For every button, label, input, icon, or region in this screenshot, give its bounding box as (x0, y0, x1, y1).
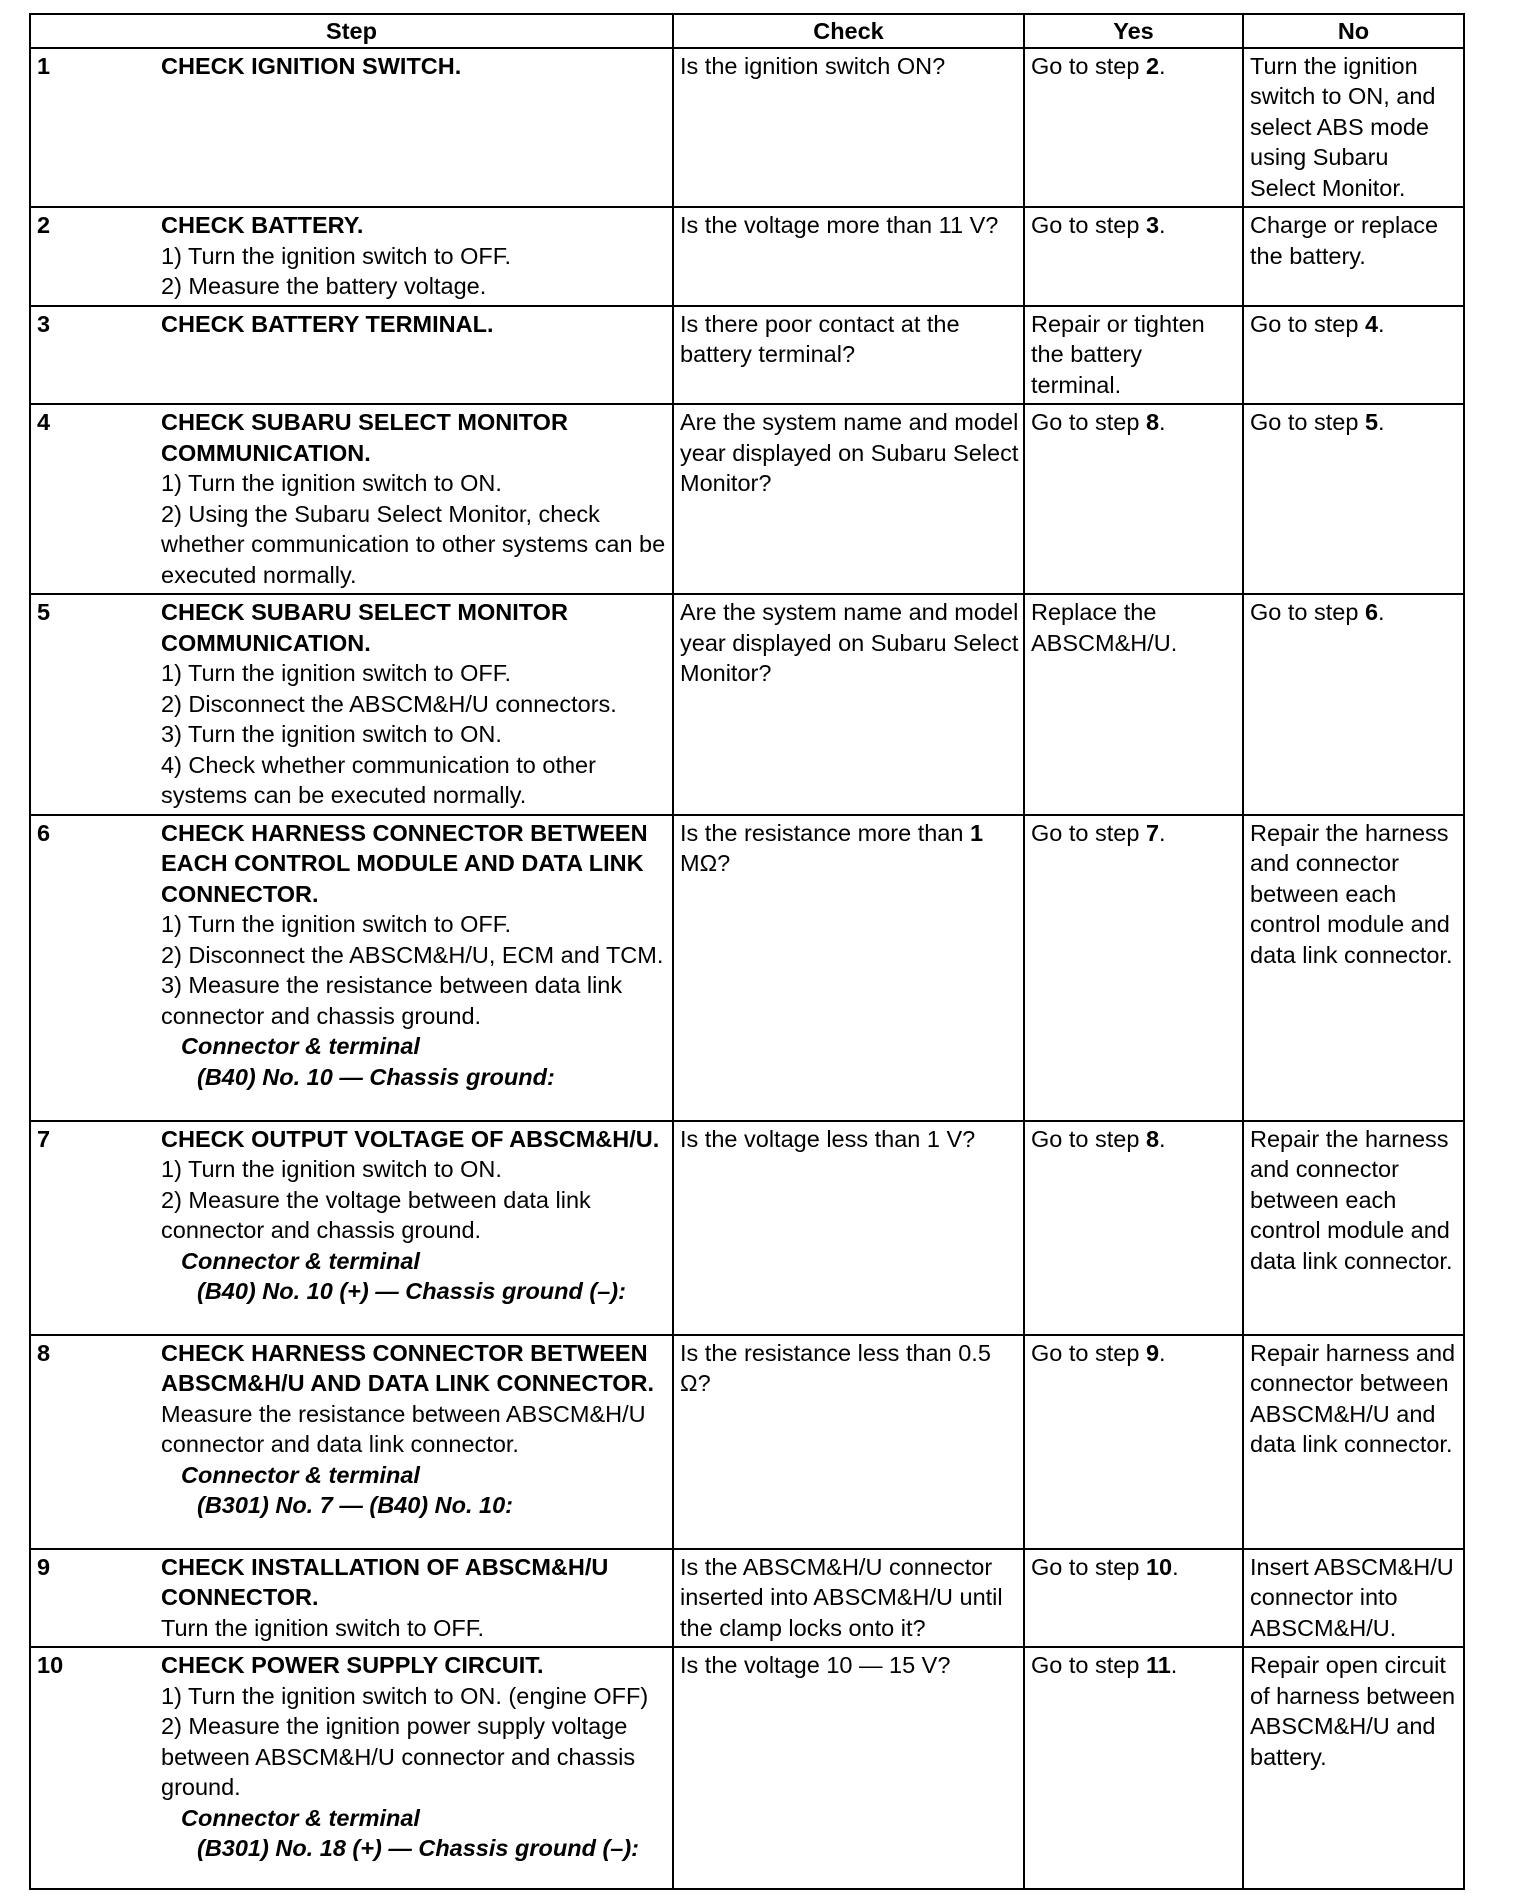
check-text: MΩ? (680, 850, 731, 876)
check-text: 1 (969, 819, 984, 846)
no-action-text: Turn the ignition switch to ON, and select ABS mode using Subaru Select Monitor. (1250, 52, 1436, 201)
connector-label: Connector & terminal (181, 1033, 420, 1059)
step-instruction: 2) Using the Subaru Select Monitor, check whether communication to other systems can be executed normally. (161, 500, 666, 588)
table-row (30, 1549, 1464, 1648)
no-action-text: 4 (1364, 310, 1379, 337)
table-row (30, 594, 1464, 815)
step-number: 9 (37, 1553, 51, 1580)
step-cell (30, 404, 673, 594)
step-cell (30, 1121, 673, 1335)
yes-action-text: . (1159, 1125, 1166, 1152)
connector-terminal: (B40) No. 10 (+) — Chassis ground (–): (197, 1278, 626, 1304)
yes-cell (1024, 207, 1243, 306)
check-cell (673, 815, 1024, 1121)
table-row (30, 815, 1464, 1121)
step-title: CHECK IGNITION SWITCH. (161, 52, 462, 79)
check-cell (673, 1121, 1024, 1335)
table-row (30, 48, 1464, 208)
step-instruction: 2) Measure the voltage between data link connector and chassis ground. (161, 1186, 591, 1243)
connector-label: Connector & terminal (181, 1247, 420, 1274)
no-action-text: Charge or replace the battery. (1250, 212, 1439, 269)
yes-cell (1024, 1121, 1243, 1335)
table-row (30, 207, 1464, 306)
no-cell (1243, 404, 1464, 594)
check-text: Is the voltage 10 — 15 V? (680, 1652, 951, 1678)
yes-cell (1024, 594, 1243, 815)
step-number: 8 (37, 1339, 51, 1366)
step-number: 7 (37, 1125, 51, 1152)
yes-action-text: 8 (1145, 409, 1160, 435)
connector-label: Connector & terminal (181, 1461, 420, 1488)
no-cell (1243, 815, 1464, 1121)
step-instruction: 2) Measure the ignition power supply voltage between ABSCM&H/U connector and chassis ground. (161, 1713, 636, 1800)
step-instruction: 3) Turn the ignition switch to ON. (161, 721, 502, 747)
step-cell (30, 1647, 673, 1889)
yes-action-text: 7 (1145, 819, 1160, 846)
table-row (30, 306, 1464, 405)
yes-cell (1024, 404, 1243, 594)
step-instruction: 3) Measure the resistance between data link connector and chassis ground. (161, 972, 623, 1029)
yes-action-text: . (1170, 1652, 1178, 1678)
no-cell (1243, 1549, 1464, 1648)
step-instruction: 4) Check whether communication to other systems can be executed normally. (161, 751, 596, 808)
step-cell (30, 207, 673, 306)
header-row (30, 14, 1464, 48)
diagnostic-table (29, 13, 1465, 1890)
yes-action-text: Go to step (1031, 52, 1146, 79)
yes-cell (1024, 1335, 1243, 1549)
step-cell (30, 48, 673, 208)
no-action-text: Repair open circuit of harness between ABSCM&H/U and battery. (1250, 1652, 1456, 1770)
yes-action-text: Go to step (1031, 819, 1146, 846)
yes-action-text: . (1159, 212, 1166, 238)
check-text: Are the system name and model year displayed on Subaru Select Monitor? (680, 409, 1019, 496)
yes-cell (1024, 306, 1243, 405)
yes-action-text: Repair or tighten the battery terminal. (1031, 310, 1205, 398)
no-action-text: Repair the harness and connector between each control module and data link connector. (1250, 819, 1453, 968)
step-cell (30, 1335, 673, 1549)
check-cell (673, 1335, 1024, 1549)
step-instruction: 1) Turn the ignition switch to OFF. (161, 660, 512, 686)
connector-terminal: (B40) No. 10 — Chassis ground: (197, 1063, 555, 1090)
step-cell (30, 815, 673, 1121)
connector-terminal: (B301) No. 18 (+) — Chassis ground (–): (197, 1835, 640, 1861)
step-title: CHECK POWER SUPPLY CIRCUIT. (161, 1652, 544, 1678)
step-number: 3 (37, 310, 51, 337)
step-instruction: 1) Turn the ignition switch to OFF. (161, 242, 512, 269)
yes-action-text: . (1159, 52, 1166, 79)
yes-action-text: Replace the ABSCM&H/U. (1031, 599, 1178, 656)
no-cell (1243, 1121, 1464, 1335)
no-action-text: Repair harness and connector between ABSCM&H/U and data link connector. (1250, 1339, 1456, 1457)
step-number: 4 (37, 409, 51, 435)
step-instruction: 2) Disconnect the ABSCM&H/U, ECM and TCM. (161, 941, 664, 968)
no-cell (1243, 594, 1464, 815)
no-cell (1243, 48, 1464, 208)
step-instruction: 1) Turn the ignition switch to ON. (161, 1156, 502, 1182)
no-action-text: 5 (1364, 409, 1379, 435)
yes-action-text: Go to step (1031, 1652, 1146, 1678)
step-instruction: 1) Turn the ignition switch to ON. (161, 470, 502, 496)
check-text: Are the system name and model year displayed on Subaru Select Monitor? (680, 599, 1019, 686)
check-text: Is the resistance less than 0.5 Ω? (680, 1339, 991, 1396)
check-cell (673, 1647, 1024, 1889)
no-action-text: . (1378, 310, 1385, 337)
no-action-text: Go to step (1250, 409, 1365, 435)
yes-action-text: 9 (1145, 1339, 1160, 1366)
step-number: 1 (37, 52, 51, 79)
step-number: 10 (37, 1652, 64, 1678)
step-title: CHECK INSTALLATION OF ABSCM&H/U CONNECTOR. (161, 1553, 609, 1610)
step-instruction: 1) Turn the ignition switch to ON. (engine OFF) (161, 1682, 649, 1709)
step-instruction: 2) Measure the battery voltage. (161, 273, 487, 299)
check-text: Is the ABSCM&H/U connector inserted into ABSCM&H/U until the clamp locks onto it? (680, 1553, 1003, 1641)
check-text: Is the voltage less than 1 V? (680, 1125, 976, 1152)
step-cell (30, 1549, 673, 1648)
yes-action-text: . (1159, 1339, 1166, 1366)
step-instruction: Turn the ignition switch to OFF. (161, 1614, 485, 1641)
yes-action-text: 3 (1145, 212, 1160, 238)
yes-action-text: Go to step (1031, 1125, 1146, 1152)
step-title: CHECK SUBARU SELECT MONITOR COMMUNICATION. (161, 599, 568, 656)
step-title: CHECK BATTERY. (161, 212, 364, 238)
step-instruction: 1) Turn the ignition switch to OFF. (161, 911, 512, 937)
check-text: Is the resistance more than (680, 819, 970, 846)
yes-action-text: Go to step (1031, 409, 1146, 435)
step-instruction: Measure the resistance between ABSCM&H/U connector and data link connector. (161, 1400, 646, 1457)
header-check: Check (673, 14, 1024, 48)
header-yes: Yes (1024, 14, 1243, 48)
check-text: Is the voltage more than 11 V? (680, 212, 999, 238)
step-number: 6 (37, 819, 51, 846)
step-title: CHECK HARNESS CONNECTOR BETWEEN ABSCM&H/U AND DATA LINK CONNECTOR. (161, 1339, 655, 1396)
step-title: CHECK OUTPUT VOLTAGE OF ABSCM&H/U. (161, 1125, 660, 1152)
yes-action-text: 2 (1145, 52, 1160, 79)
no-action-text: . (1378, 599, 1385, 625)
yes-action-text: . (1172, 1553, 1179, 1580)
yes-cell (1024, 48, 1243, 208)
yes-action-text: Go to step (1031, 1553, 1146, 1580)
step-cell (30, 594, 673, 815)
step-cell (30, 306, 673, 405)
check-text: Is the ignition switch ON? (680, 52, 946, 79)
table-row (30, 404, 1464, 594)
no-action-text: Repair the harness and connector between each control module and data link connector. (1250, 1125, 1453, 1274)
yes-cell (1024, 1549, 1243, 1648)
step-number: 5 (37, 599, 51, 625)
no-action-text: . (1378, 409, 1385, 435)
table-row (30, 1335, 1464, 1549)
connector-terminal: (B301) No. 7 — (B40) No. 10: (197, 1492, 514, 1518)
no-action-text: Go to step (1250, 310, 1365, 337)
yes-action-text: Go to step (1031, 1339, 1146, 1366)
header-no: No (1243, 14, 1464, 48)
check-text: Is there poor contact at the battery terminal? (680, 310, 960, 367)
header-step: Step (30, 14, 673, 48)
step-instruction: 2) Disconnect the ABSCM&H/U connectors. (161, 690, 617, 717)
check-cell (673, 594, 1024, 815)
step-title: CHECK BATTERY TERMINAL. (161, 310, 494, 337)
check-cell (673, 48, 1024, 208)
step-title: CHECK SUBARU SELECT MONITOR COMMUNICATION. (161, 409, 568, 466)
check-cell (673, 207, 1024, 306)
no-cell (1243, 306, 1464, 405)
check-cell (673, 1549, 1024, 1648)
no-cell (1243, 1335, 1464, 1549)
yes-cell (1024, 1647, 1243, 1889)
connector-label: Connector & terminal (181, 1804, 420, 1831)
yes-action-text: 10 (1145, 1553, 1173, 1580)
no-action-text: 6 (1364, 599, 1379, 625)
no-cell (1243, 1647, 1464, 1889)
yes-cell (1024, 815, 1243, 1121)
yes-action-text: 8 (1145, 1125, 1160, 1152)
no-cell (1243, 207, 1464, 306)
step-number: 2 (37, 212, 51, 238)
check-cell (673, 306, 1024, 405)
table-row (30, 1647, 1464, 1889)
check-cell (673, 404, 1024, 594)
yes-action-text: Go to step (1031, 212, 1146, 238)
no-action-text: Go to step (1250, 599, 1365, 625)
yes-action-text: . (1159, 409, 1166, 435)
no-action-text: Insert ABSCM&H/U connector into ABSCM&H/U. (1250, 1553, 1454, 1641)
yes-action-text: 11 (1145, 1652, 1171, 1678)
table-row (30, 1121, 1464, 1335)
step-title: CHECK HARNESS CONNECTOR BETWEEN EACH CONTROL MODULE AND DATA LINK CONNECTOR. (161, 819, 648, 907)
yes-action-text: . (1159, 819, 1166, 846)
table-body (30, 48, 1464, 1890)
